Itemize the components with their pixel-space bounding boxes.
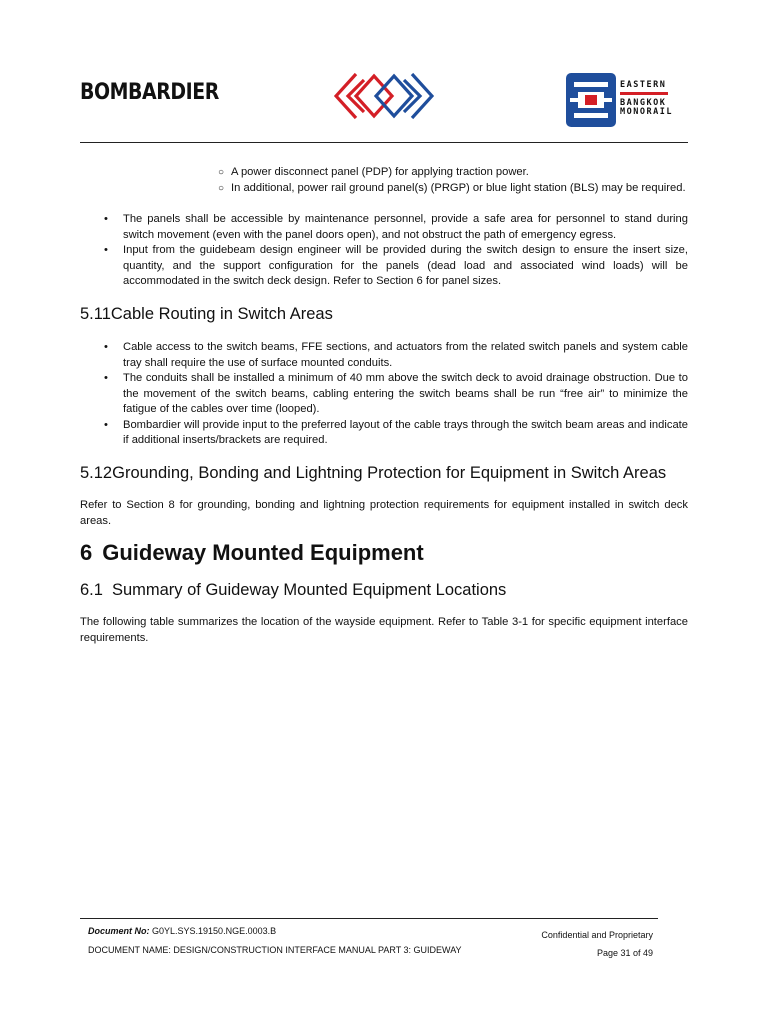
list-item: ○ In additional, power rail ground panel(s) (PRGP) or blue light station (BLS) may be required. <box>218 181 688 197</box>
page-header <box>80 68 688 142</box>
bullet-icon: • <box>104 244 108 256</box>
circle-bullet-icon: ○ <box>218 182 225 194</box>
footer-divider <box>80 918 658 919</box>
section-5-12-heading: 5.12Grounding, Bonding and Lightning Protection for Equipment in Switch Areas <box>80 464 667 482</box>
bullet-icon: • <box>104 341 108 353</box>
list-item: • Bombardier will provide input to the preferred layout of the cable trays through the switch beam areas and indicate if additional inserts/brackets are required. <box>104 418 688 446</box>
list-item: • The panels shall be accessible by maintenance personnel, provide a safe area for personnel to stand during switch movement (even with the panel doors open), and not obstruct the path of emergency egress. <box>104 213 688 241</box>
ebm-line-eastern: EASTERN <box>620 80 667 90</box>
cable-routing-list <box>104 340 688 449</box>
header-divider <box>80 142 688 143</box>
section-5-12-paragraph: Refer to Section 8 for grounding, bonding and lightning protection requirements for equipment installed in switch deck areas. <box>80 499 688 527</box>
list-item: • Cable access to the switch beams, FFE sections, and actuators from the related switch panels and system cable tray shall require the use of surface mounted conduits. <box>104 341 688 369</box>
footer-document-name: DOCUMENT NAME: DESIGN/CONSTRUCTION INTERFACE MANUAL PART 3: GUIDEWAY <box>88 945 462 955</box>
section-5-11-heading: 5.11Cable Routing in Switch Areas <box>80 305 333 323</box>
circle-bullet-icon: ○ <box>218 167 225 178</box>
ebm-red-bar <box>620 92 668 95</box>
section-6-1-heading: 6.1 Summary of Guideway Mounted Equipment Locations <box>80 581 507 599</box>
list-item: • Input from the guidebeam design engineer will be provided during the switch design to ensure the insert size, quantity, and the support configuration for the panels (dead load and associated wind loads) will be accommodated in the switch deck design. Refer to Section 6 for panel sizes. <box>104 244 688 287</box>
bullet-icon: • <box>104 372 108 384</box>
ebm-line-monorail: MONORAIL <box>620 107 673 117</box>
ebm-logo-text <box>620 80 673 117</box>
bullet-icon: • <box>104 213 108 225</box>
footer-document-number: Document No: G0YL.SYS.19150.NGE.0003.B <box>88 926 277 936</box>
srt-diamond-logo-icon <box>334 70 434 122</box>
list-item: ○ A power disconnect panel (PDP) for applying traction power. <box>218 165 688 181</box>
list-item: • The conduits shall be installed a minimum of 40 mm above the switch deck to avoid drainage obstruction. Due to the movement of the switch beams, cabling entering the switch beams shall be run “free air” to minimize the fatigue of the cables over time (looped). <box>104 372 688 415</box>
sub-item-list <box>218 165 688 196</box>
section-6-heading: 6 Guideway Mounted Equipment <box>80 540 424 565</box>
ebm-line-bangkok: BANGKOK <box>620 98 667 108</box>
ebm-emblem-icon <box>565 72 617 128</box>
footer-confidential: Confidential and Proprietary <box>541 930 653 940</box>
bullet-icon: • <box>104 418 108 431</box>
panel-requirements-list <box>104 212 688 290</box>
section-6-1-paragraph: The following table summarizes the location of the wayside equipment. Refer to Table 3-1 for specific equipment interface requirements. <box>80 616 688 644</box>
footer-page-number: Page 31 of 49 <box>596 948 653 958</box>
eastern-bangkok-monorail-logo <box>565 72 673 128</box>
bombardier-logo: BOMBARDIER <box>80 80 219 105</box>
